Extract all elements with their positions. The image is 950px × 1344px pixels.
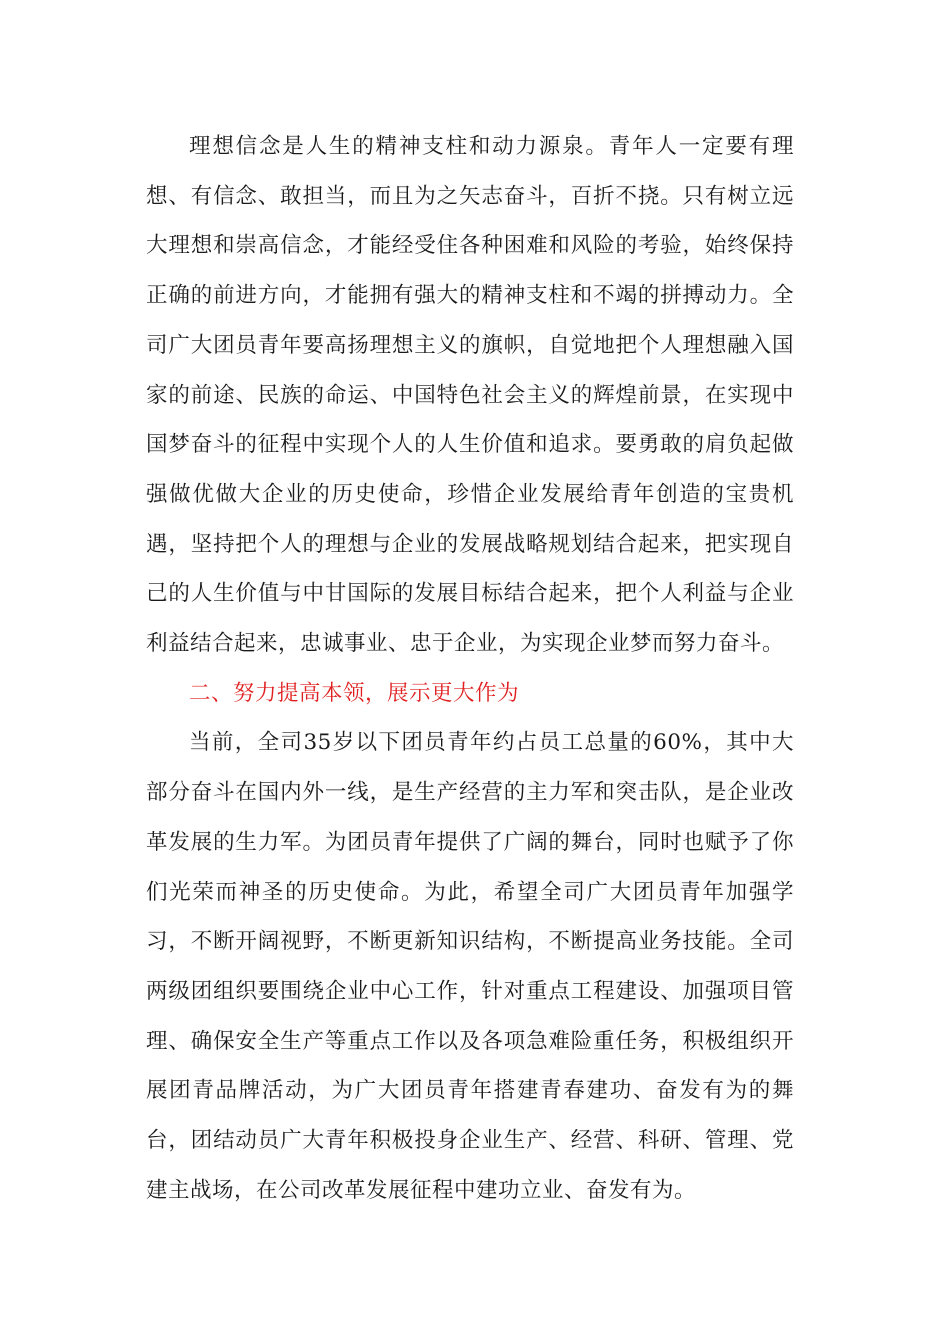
paragraph-abilities: 当前，全司35岁以下团员青年约占员工总量的60%，其中大部分奋斗在国内外一线，是生产经营的主力军和突击队，是企业改革发展的生力军。为团员青年提供了广阔的舞台，同时也赋予了你们光荣而神圣的历史使命。为此，希望全司广大团员青年加强学习，不断开阔视野，不断更新知识结构，不断提高业务技能。全司两级团组织要围绕企业中心工作，针对重点工程建设、加强项目管理、确保安全生产等重点工作以及各项急难险重任务，积极组织开展团青品牌活动，为广大团员青年搭建青春建功、奋发有为的舞台，团结动员广大青年积极投身企业生产、经营、科研、管理、党建主战场，在公司改革发展征程中建功立业、奋发有为。 (146, 730, 794, 1203)
section-heading-2: 二、努力提高本领，展示更大作为 (189, 680, 520, 706)
document-body (146, 122, 794, 1215)
paragraph-ideals: 理想信念是人生的精神支柱和动力源泉。青年人一定要有理想、有信念、敢担当，而且为之矢志奋斗，百折不挠。只有树立远大理想和崇高信念，才能经受住各种困难和风险的考验，始终保持正确的前进方向，才能拥有强大的精神支柱和不竭的拼搏动力。全司广大团员青年要高扬理想主义的旗帜，自觉地把个人理想融入国家的前途、民族的命运、中国特色社会主义的辉煌前景，在实现中国梦奋斗的征程中实现个人的人生价值和追求。要勇敢的肩负起做强做优做大企业的历史使命，珍惜企业发展给青年创造的宝贵机遇，坚持把个人的理想与企业的发展战略规划结合起来，把实现自己的人生价值与中甘国际的发展目标结合起来，把个人利益与企业利益结合起来，忠诚事业、忠于企业，为实现企业梦而努力奋斗。 (146, 134, 794, 657)
